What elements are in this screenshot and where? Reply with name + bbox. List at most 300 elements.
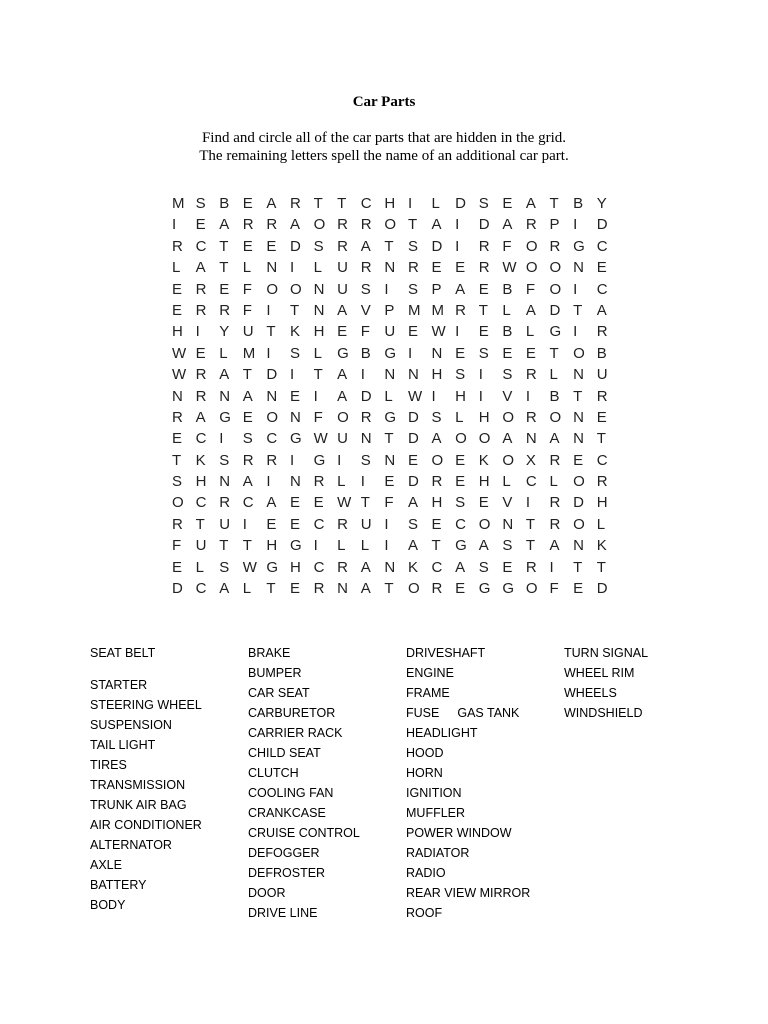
grid-letter[interactable]: I [195, 323, 200, 341]
grid-letter[interactable]: T [219, 237, 229, 255]
grid-letter[interactable]: A [266, 494, 277, 512]
grid-letter[interactable]: I [242, 515, 247, 533]
grid-letter[interactable]: N [573, 408, 584, 426]
grid-letter[interactable]: A [549, 430, 560, 448]
grid-letter[interactable]: E [242, 195, 253, 212]
grid-letter[interactable]: F [172, 537, 182, 555]
grid-letter[interactable]: B [360, 344, 371, 362]
grid-letter[interactable]: I [289, 366, 295, 384]
grid-letter[interactable]: H [384, 195, 396, 212]
grid-letter[interactable]: C [431, 558, 443, 576]
grid-letter[interactable]: E [266, 237, 277, 255]
grid-letter[interactable]: L [337, 537, 346, 555]
grid-letter[interactable]: D [172, 580, 183, 598]
grid-letter[interactable]: I [313, 537, 318, 555]
grid-letter[interactable]: H [266, 537, 278, 555]
grid-letter[interactable]: U [219, 515, 231, 533]
grid-letter[interactable]: H [455, 387, 466, 405]
grid-letter[interactable]: E [478, 280, 489, 298]
grid-letter[interactable]: A [337, 387, 348, 405]
grid-letter[interactable]: R [266, 216, 278, 234]
grid-letter[interactable]: R [596, 323, 608, 341]
grid-letter[interactable]: G [478, 580, 491, 598]
grid-letter[interactable]: A [596, 301, 607, 319]
grid-letter[interactable]: I [289, 259, 295, 277]
grid-letter[interactable]: K [195, 451, 206, 469]
grid-letter[interactable]: S [360, 280, 371, 298]
grid-letter[interactable]: O [525, 580, 538, 598]
grid-letter[interactable]: N [360, 430, 372, 448]
grid-letter[interactable]: T [407, 216, 418, 234]
grid-letter[interactable]: L [360, 537, 370, 555]
grid-letter[interactable]: C [360, 195, 372, 212]
grid-letter[interactable]: B [549, 387, 560, 405]
grid-letter[interactable]: I [573, 216, 578, 234]
grid-letter[interactable]: I [407, 344, 413, 362]
grid-letter[interactable]: C [242, 494, 254, 512]
grid-letter[interactable]: R [195, 301, 207, 319]
grid-letter[interactable]: I [455, 216, 460, 234]
grid-letter[interactable]: S [478, 558, 489, 576]
grid-letter[interactable]: D [573, 494, 584, 512]
grid-letter[interactable]: R [478, 259, 490, 277]
grid-letter[interactable]: E [502, 195, 513, 212]
grid-letter[interactable]: I [266, 301, 271, 319]
grid-letter[interactable]: R [360, 216, 372, 234]
grid-letter[interactable]: T [289, 301, 300, 319]
grid-letter[interactable]: L [313, 344, 322, 362]
grid-letter[interactable]: C [195, 237, 207, 255]
grid-letter[interactable]: R [219, 494, 231, 512]
grid-letter[interactable]: N [384, 558, 396, 576]
grid-letter[interactable]: S [455, 366, 466, 384]
grid-letter[interactable]: N [172, 387, 183, 405]
grid-letter[interactable]: E [455, 580, 466, 598]
grid-letter[interactable]: T [337, 195, 347, 212]
grid-letter[interactable]: T [266, 580, 276, 598]
grid-letter[interactable]: N [289, 408, 301, 426]
grid-letter[interactable]: F [242, 301, 252, 319]
grid-letter[interactable]: R [195, 366, 207, 384]
grid-letter[interactable]: N [313, 301, 325, 319]
grid-letter[interactable]: E [195, 344, 206, 362]
grid-letter[interactable]: O [266, 408, 279, 426]
grid-letter[interactable]: N [384, 366, 396, 384]
grid-letter[interactable]: H [172, 323, 183, 341]
grid-letter[interactable]: T [219, 537, 229, 555]
grid-letter[interactable]: T [195, 515, 205, 533]
grid-letter[interactable]: T [573, 387, 583, 405]
grid-letter[interactable]: L [596, 515, 606, 533]
grid-letter[interactable]: D [431, 237, 443, 255]
grid-letter[interactable]: E [596, 259, 607, 277]
grid-letter[interactable]: R [242, 216, 254, 234]
grid-letter[interactable]: E [431, 259, 442, 277]
grid-letter[interactable]: R [407, 259, 419, 277]
grid-letter[interactable]: S [431, 408, 442, 426]
grid-letter[interactable]: U [337, 280, 348, 298]
grid-letter[interactable]: N [407, 366, 419, 384]
grid-letter[interactable]: C [313, 558, 325, 576]
grid-letter[interactable]: E [172, 280, 183, 298]
grid-letter[interactable]: K [478, 451, 489, 469]
grid-letter[interactable]: R [431, 473, 443, 491]
grid-letter[interactable]: N [384, 259, 396, 277]
grid-letter[interactable]: P [384, 301, 395, 319]
grid-letter[interactable]: L [431, 195, 440, 212]
grid-letter[interactable]: O [407, 580, 420, 598]
grid-letter[interactable]: I [384, 280, 389, 298]
grid-letter[interactable]: O [337, 408, 349, 426]
grid-letter[interactable]: S [360, 451, 371, 469]
grid-letter[interactable]: T [384, 580, 394, 598]
grid-letter[interactable]: L [384, 387, 393, 405]
grid-letter[interactable]: L [455, 408, 464, 426]
grid-letter[interactable]: R [478, 237, 490, 255]
grid-letter[interactable]: A [407, 537, 418, 555]
grid-letter[interactable]: O [289, 280, 302, 298]
grid-letter[interactable]: E [172, 558, 183, 576]
grid-letter[interactable]: A [525, 195, 536, 212]
grid-letter[interactable]: S [502, 366, 513, 384]
grid-letter[interactable]: A [219, 366, 230, 384]
grid-letter[interactable]: E [455, 451, 466, 469]
grid-letter[interactable]: S [407, 280, 418, 298]
grid-letter[interactable]: O [549, 280, 562, 298]
grid-letter[interactable]: D [596, 580, 608, 598]
grid-letter[interactable]: R [313, 473, 325, 491]
grid-letter[interactable]: A [266, 195, 277, 212]
grid-letter[interactable]: T [266, 323, 276, 341]
grid-letter[interactable]: I [384, 515, 389, 533]
grid-letter[interactable]: L [502, 473, 511, 491]
grid-letter[interactable]: M [407, 301, 421, 319]
grid-letter[interactable]: G [219, 408, 231, 426]
grid-letter[interactable]: S [242, 430, 253, 448]
grid-letter[interactable]: A [219, 580, 230, 598]
grid-letter[interactable]: T [242, 366, 252, 384]
grid-letter[interactable]: E [407, 323, 418, 341]
grid-letter[interactable]: W [172, 366, 187, 384]
grid-letter[interactable]: R [242, 451, 254, 469]
grid-letter[interactable]: C [596, 451, 608, 469]
grid-letter[interactable]: E [573, 580, 584, 598]
grid-letter[interactable]: W [337, 494, 352, 512]
grid-letter[interactable]: C [525, 473, 537, 491]
grid-letter[interactable]: O [502, 408, 514, 426]
grid-letter[interactable]: R [337, 515, 348, 533]
grid-letter[interactable]: R [337, 237, 348, 255]
grid-letter[interactable]: W [407, 387, 423, 405]
grid-letter[interactable]: I [525, 387, 531, 405]
grid-letter[interactable]: E [313, 494, 324, 512]
grid-letter[interactable]: R [596, 387, 608, 405]
grid-letter[interactable]: T [549, 344, 559, 362]
grid-letter[interactable]: N [337, 580, 348, 598]
grid-letter[interactable]: T [431, 537, 441, 555]
grid-letter[interactable]: H [313, 323, 325, 341]
grid-letter[interactable]: O [525, 237, 538, 255]
grid-letter[interactable]: W [502, 259, 517, 277]
grid-letter[interactable]: L [502, 301, 511, 319]
grid-letter[interactable]: Y [596, 195, 607, 212]
grid-letter[interactable]: I [360, 366, 365, 384]
grid-letter[interactable]: D [289, 237, 301, 255]
grid-letter[interactable]: E [455, 259, 466, 277]
grid-letter[interactable]: F [313, 408, 323, 426]
grid-letter[interactable]: F [242, 280, 252, 298]
grid-letter[interactable]: A [219, 216, 230, 234]
grid-letter[interactable]: A [360, 558, 371, 576]
grid-letter[interactable]: T [384, 237, 394, 255]
grid-letter[interactable]: S [455, 494, 466, 512]
grid-letter[interactable]: P [549, 216, 560, 234]
grid-letter[interactable]: D [407, 430, 419, 448]
grid-letter[interactable]: S [289, 344, 300, 362]
grid-letter[interactable]: A [502, 430, 513, 448]
grid-letter[interactable]: I [337, 451, 342, 469]
grid-letter[interactable]: N [266, 387, 278, 405]
grid-letter[interactable]: N [573, 537, 584, 555]
grid-letter[interactable]: S [195, 195, 206, 212]
grid-letter[interactable]: M [242, 344, 256, 362]
grid-letter[interactable]: E [502, 344, 513, 362]
grid-letter[interactable]: D [596, 216, 608, 234]
grid-letter[interactable]: S [219, 558, 230, 576]
grid-letter[interactable]: S [407, 515, 418, 533]
grid-letter[interactable]: S [478, 195, 489, 212]
grid-letter[interactable]: X [525, 451, 536, 469]
grid-letter[interactable]: R [549, 451, 561, 469]
grid-letter[interactable]: N [431, 344, 443, 362]
grid-letter[interactable]: C [596, 237, 608, 255]
grid-letter[interactable]: T [172, 451, 182, 469]
grid-letter[interactable]: L [172, 259, 181, 277]
grid-letter[interactable]: Y [219, 323, 230, 341]
grid-letter[interactable]: I [549, 558, 554, 576]
grid-letter[interactable]: E [172, 301, 183, 319]
grid-letter[interactable]: N [573, 259, 584, 277]
grid-letter[interactable]: T [596, 558, 606, 576]
grid-letter[interactable]: G [455, 537, 467, 555]
grid-letter[interactable]: R [525, 408, 537, 426]
grid-letter[interactable]: A [407, 494, 418, 512]
grid-letter[interactable]: E [455, 473, 466, 491]
grid-letter[interactable]: K [596, 537, 607, 555]
grid-letter[interactable]: I [455, 237, 460, 255]
grid-letter[interactable]: B [502, 323, 513, 341]
grid-letter[interactable]: O [266, 280, 279, 298]
grid-letter[interactable]: D [455, 195, 466, 212]
grid-letter[interactable]: N [266, 259, 278, 277]
grid-letter[interactable]: F [360, 323, 370, 341]
grid-letter[interactable]: T [525, 515, 536, 533]
grid-letter[interactable]: C [195, 494, 207, 512]
grid-letter[interactable]: A [360, 237, 371, 255]
grid-letter[interactable]: A [337, 301, 348, 319]
grid-letter[interactable]: R [172, 237, 183, 255]
grid-letter[interactable]: A [195, 408, 206, 426]
grid-letter[interactable]: R [195, 280, 207, 298]
grid-letter[interactable]: I [360, 473, 365, 491]
grid-letter[interactable]: L [242, 259, 252, 277]
grid-letter[interactable]: I [478, 366, 483, 384]
grid-letter[interactable]: E [219, 280, 230, 298]
grid-letter[interactable]: G [549, 323, 562, 341]
grid-letter[interactable]: N [313, 280, 325, 298]
grid-letter[interactable]: U [242, 323, 254, 341]
grid-letter[interactable]: F [525, 280, 536, 298]
grid-letter[interactable]: W [242, 558, 257, 576]
grid-letter[interactable]: A [242, 387, 253, 405]
grid-letter[interactable]: U [384, 323, 396, 341]
grid-letter[interactable]: I [289, 451, 295, 469]
grid-letter[interactable]: E [242, 408, 253, 426]
grid-letter[interactable]: N [219, 473, 231, 491]
grid-letter[interactable]: H [431, 366, 443, 384]
grid-letter[interactable]: U [337, 430, 348, 448]
grid-letter[interactable]: A [549, 537, 560, 555]
grid-letter[interactable]: R [360, 259, 372, 277]
grid-letter[interactable]: O [525, 259, 538, 277]
grid-letter[interactable]: R [219, 301, 231, 319]
grid-letter[interactable]: E [172, 430, 183, 448]
grid-letter[interactable]: A [337, 366, 348, 384]
grid-letter[interactable]: D [407, 473, 419, 491]
grid-letter[interactable]: D [478, 216, 490, 234]
grid-letter[interactable]: C [195, 430, 207, 448]
grid-letter[interactable]: L [242, 580, 252, 598]
grid-letter[interactable]: E [407, 451, 418, 469]
grid-letter[interactable]: U [195, 537, 207, 555]
grid-letter[interactable]: A [455, 280, 466, 298]
grid-letter[interactable]: A [455, 558, 466, 576]
grid-letter[interactable]: N [502, 515, 514, 533]
grid-letter[interactable]: L [525, 323, 535, 341]
grid-letter[interactable]: O [313, 216, 326, 234]
grid-letter[interactable]: H [478, 473, 490, 491]
grid-letter[interactable]: I [266, 344, 271, 362]
grid-letter[interactable]: O [573, 473, 585, 491]
grid-letter[interactable]: A [289, 216, 300, 234]
grid-letter[interactable]: I [172, 216, 177, 234]
grid-letter[interactable]: L [549, 473, 558, 491]
grid-letter[interactable]: R [549, 515, 561, 533]
grid-letter[interactable]: A [525, 301, 536, 319]
grid-letter[interactable]: T [525, 537, 536, 555]
grid-letter[interactable]: C [266, 430, 278, 448]
grid-letter[interactable]: T [596, 430, 606, 448]
grid-letter[interactable]: R [266, 451, 278, 469]
grid-letter[interactable]: I [431, 387, 436, 405]
grid-letter[interactable]: B [596, 344, 607, 362]
grid-letter[interactable]: L [313, 259, 322, 277]
grid-letter[interactable]: T [360, 494, 370, 512]
grid-letter[interactable]: S [478, 344, 489, 362]
grid-letter[interactable]: M [431, 301, 445, 319]
grid-letter[interactable]: G [289, 537, 302, 555]
grid-letter[interactable]: U [337, 259, 348, 277]
grid-letter[interactable]: T [478, 301, 488, 319]
grid-letter[interactable]: G [502, 580, 514, 598]
grid-letter[interactable]: H [431, 494, 443, 512]
grid-letter[interactable]: I [313, 387, 318, 405]
grid-letter[interactable]: R [455, 301, 466, 319]
grid-letter[interactable]: R [172, 408, 183, 426]
grid-letter[interactable]: R [360, 408, 372, 426]
grid-letter[interactable]: D [360, 387, 372, 405]
grid-letter[interactable]: A [431, 430, 442, 448]
grid-letter[interactable]: I [407, 195, 413, 212]
grid-letter[interactable]: V [502, 494, 513, 512]
grid-letter[interactable]: T [219, 259, 229, 277]
grid-letter[interactable]: S [313, 237, 324, 255]
grid-letter[interactable]: G [289, 430, 302, 448]
grid-letter[interactable]: S [172, 473, 183, 491]
grid-letter[interactable]: S [219, 451, 230, 469]
grid-letter[interactable]: C [455, 515, 466, 533]
grid-letter[interactable]: E [195, 216, 206, 234]
grid-letter[interactable]: D [266, 366, 278, 384]
grid-letter[interactable]: E [596, 408, 607, 426]
grid-letter[interactable]: N [219, 387, 231, 405]
grid-letter[interactable]: U [596, 366, 608, 384]
grid-letter[interactable]: I [266, 473, 271, 491]
grid-letter[interactable]: G [384, 408, 397, 426]
grid-letter[interactable]: E [525, 344, 536, 362]
grid-letter[interactable]: F [384, 494, 394, 512]
grid-letter[interactable]: B [502, 280, 513, 298]
grid-letter[interactable]: E [431, 515, 442, 533]
grid-letter[interactable]: R [525, 366, 537, 384]
grid-letter[interactable]: B [573, 195, 584, 212]
grid-letter[interactable]: R [525, 558, 537, 576]
grid-letter[interactable]: G [266, 558, 279, 576]
grid-letter[interactable]: R [337, 216, 348, 234]
grid-letter[interactable]: O [573, 344, 585, 362]
grid-letter[interactable]: P [431, 280, 442, 298]
grid-letter[interactable]: D [549, 301, 561, 319]
grid-letter[interactable]: W [431, 323, 446, 341]
grid-letter[interactable]: W [313, 430, 328, 448]
grid-letter[interactable]: E [289, 494, 300, 512]
grid-letter[interactable]: O [431, 451, 444, 469]
grid-letter[interactable]: O [172, 494, 184, 512]
grid-letter[interactable]: N [525, 430, 537, 448]
grid-letter[interactable]: U [360, 515, 372, 533]
grid-letter[interactable]: H [596, 494, 608, 512]
grid-letter[interactable]: H [195, 473, 207, 491]
grid-letter[interactable]: R [313, 580, 325, 598]
grid-letter[interactable]: T [549, 195, 559, 212]
grid-letter[interactable]: T [242, 537, 252, 555]
grid-letter[interactable]: I [455, 323, 460, 341]
grid-letter[interactable]: H [289, 558, 301, 576]
grid-letter[interactable]: C [313, 515, 325, 533]
grid-letter[interactable]: R [172, 515, 183, 533]
grid-letter[interactable]: W [172, 344, 187, 362]
grid-letter[interactable]: A [478, 537, 489, 555]
grid-letter[interactable]: G [337, 344, 349, 362]
grid-letter[interactable]: E [478, 494, 489, 512]
grid-letter[interactable]: F [549, 580, 559, 598]
grid-letter[interactable]: A [195, 259, 206, 277]
grid-letter[interactable]: R [431, 580, 443, 598]
grid-letter[interactable]: N [289, 473, 301, 491]
grid-letter[interactable]: I [573, 323, 578, 341]
grid-letter[interactable]: E [266, 515, 277, 533]
grid-letter[interactable]: O [478, 430, 491, 448]
